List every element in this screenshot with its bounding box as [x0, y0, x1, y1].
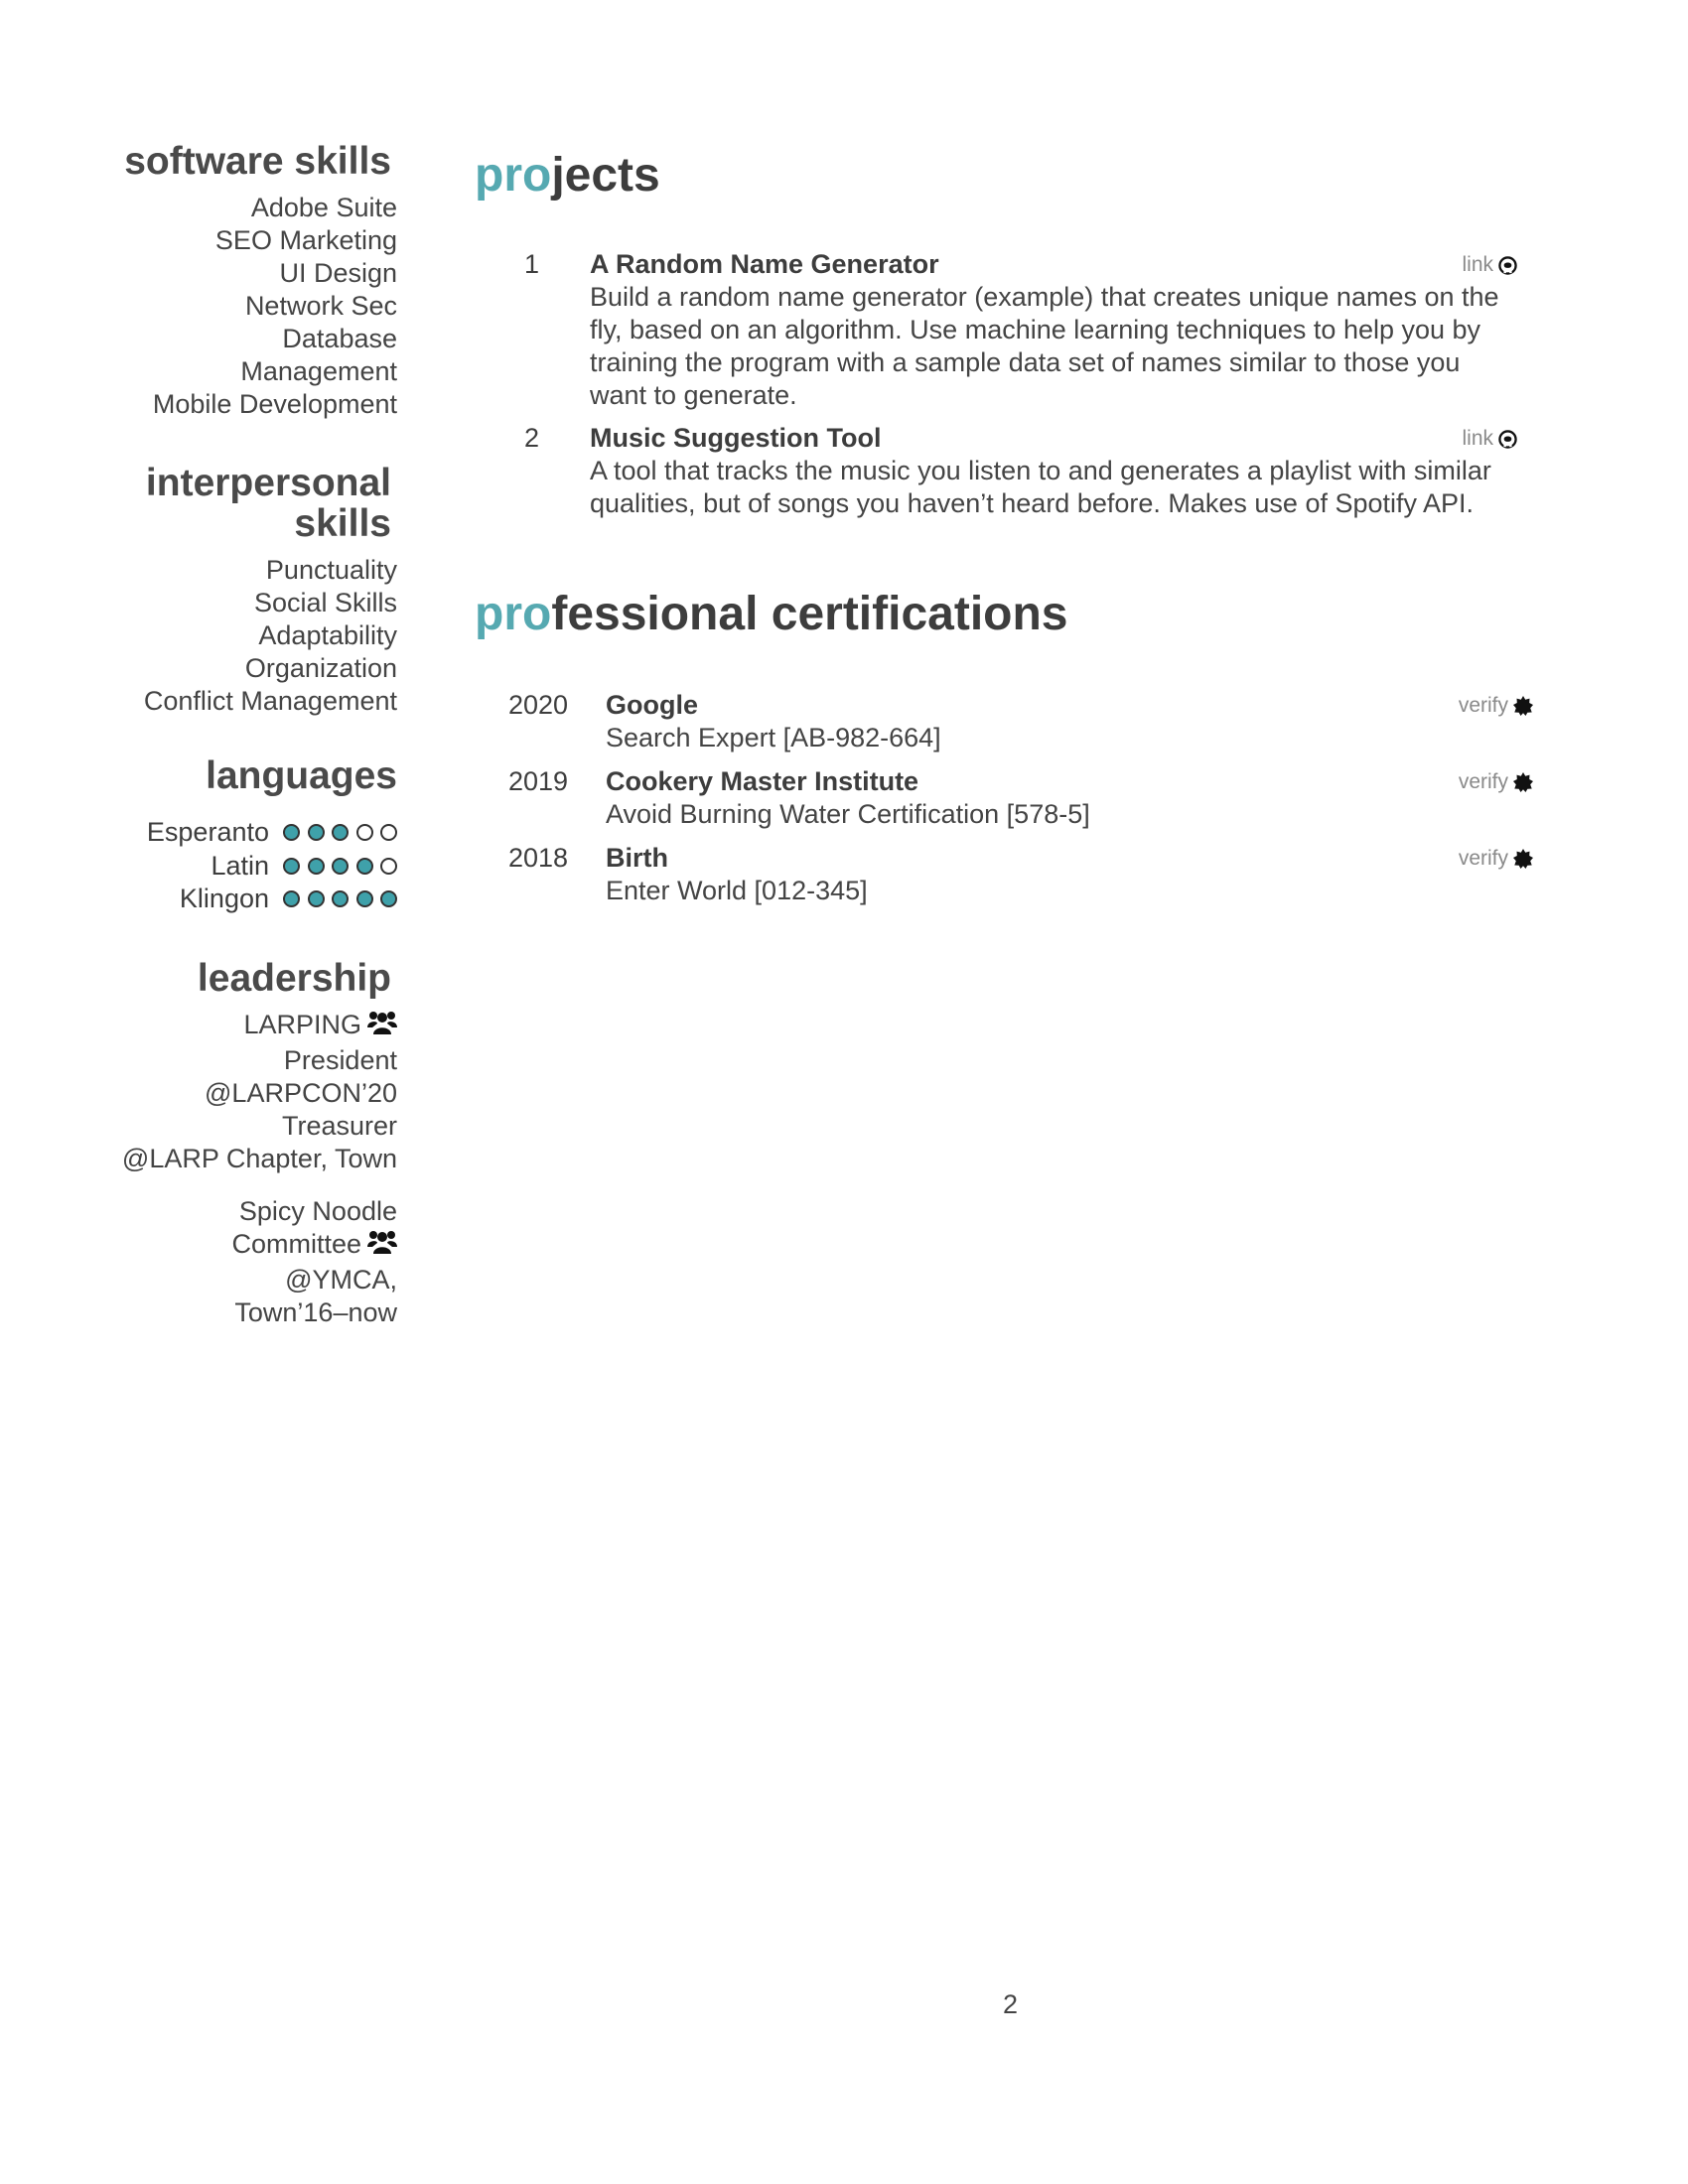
- certification-item: [475, 842, 1517, 907]
- proficiency-dots: [283, 824, 397, 841]
- projects-heading-rest: jects: [551, 149, 660, 202]
- page-number: 2: [1003, 1989, 1019, 2019]
- github-icon: [1498, 256, 1517, 275]
- verify-link[interactable]: [1459, 691, 1533, 721]
- leadership-role-line: [60, 1228, 397, 1264]
- certification-detail: Avoid Burning Water Certification [578-5]: [606, 799, 1090, 829]
- certifications-heading: [475, 588, 1517, 641]
- project-item: [475, 422, 1517, 520]
- interpersonal-skills-heading: [60, 463, 391, 544]
- leadership-line: @LARPCON’20: [205, 1077, 397, 1108]
- software-skill-item: Management: [240, 356, 397, 386]
- github-icon: [1498, 430, 1517, 449]
- proficiency-dot-filled: [283, 824, 300, 841]
- language-name: Latin: [211, 850, 269, 881]
- certification-detail: Enter World [012-345]: [606, 876, 868, 905]
- interpersonal-skills-list: [60, 554, 397, 718]
- verify-link[interactable]: [1459, 844, 1533, 874]
- interpersonal-skill-item: Conflict Management: [143, 686, 397, 716]
- projects-heading-accent: pro: [475, 149, 552, 202]
- project-desc-line: training the program with a sample data set of names similar to those you: [590, 347, 1461, 377]
- certification-year: 2019: [508, 766, 569, 796]
- sidebar: [60, 141, 397, 1329]
- project-desc-line: A tool that tracks the music you listen to and generates a playlist with similar: [590, 456, 1491, 485]
- certifications-list: [475, 689, 1517, 907]
- software-skill-item: Network Sec: [244, 291, 397, 321]
- verify-label: verify: [1458, 847, 1508, 870]
- leadership-line: President: [283, 1044, 397, 1075]
- verified-seal-icon: [1513, 696, 1533, 716]
- leadership-line: @YMCA,: [285, 1264, 397, 1295]
- software-skills-list: [60, 192, 397, 421]
- software-skill-item: Adobe Suite: [250, 193, 397, 222]
- certifications-heading-accent: pro: [475, 588, 552, 640]
- software-skill-item: UI Design: [279, 258, 397, 288]
- leadership-line: Town’16–now: [234, 1297, 397, 1327]
- leadership-entry: [60, 1009, 397, 1175]
- software-skill-item: Mobile Development: [152, 389, 397, 419]
- interpersonal-heading-line1: interpersonal: [145, 462, 391, 504]
- software-skills-heading: software skills: [124, 140, 391, 183]
- project-title: Music Suggestion Tool: [590, 423, 882, 453]
- software-skill-item: Database: [282, 324, 397, 353]
- proficiency-dots: [283, 890, 397, 907]
- project-number: 2: [524, 423, 540, 453]
- certification-year: 2020: [508, 690, 569, 720]
- project-link-label: link: [1462, 253, 1493, 276]
- verify-label: verify: [1458, 694, 1508, 717]
- certification-item: [475, 689, 1517, 754]
- software-skill-item: SEO Marketing: [214, 225, 397, 255]
- project-desc-line: want to generate.: [590, 380, 797, 410]
- certification-item: [475, 765, 1517, 831]
- proficiency-dot-filled: [380, 890, 397, 907]
- proficiency-dot-filled: [332, 824, 349, 841]
- certification-year: 2018: [508, 843, 569, 873]
- verified-seal-icon: [1513, 849, 1533, 869]
- languages-list: [60, 816, 397, 916]
- interpersonal-skill-item: Social Skills: [253, 588, 397, 617]
- proficiency-dot-filled: [356, 890, 373, 907]
- project-description: [590, 281, 1517, 412]
- project-item: [475, 248, 1517, 412]
- project-description: [590, 455, 1517, 520]
- proficiency-dot-filled: [308, 824, 325, 841]
- project-number: 1: [524, 249, 540, 279]
- language-row: [60, 850, 397, 884]
- leadership-entry: [60, 1195, 397, 1329]
- proficiency-dot-empty: [380, 824, 397, 841]
- project-desc-line: fly, based on an algorithm. Use machine learning techniques to help you by: [590, 315, 1481, 344]
- project-title: A Random Name Generator: [590, 249, 939, 279]
- proficiency-dots: [283, 858, 397, 875]
- project-desc-line: Build a random name generator (example) that creates unique names on the: [590, 282, 1499, 312]
- proficiency-dot-filled: [283, 890, 300, 907]
- leadership-line: @LARP Chapter, Town: [121, 1143, 397, 1173]
- project-link[interactable]: [1462, 424, 1517, 454]
- proficiency-dot-filled: [332, 890, 349, 907]
- proficiency-dot-filled: [356, 858, 373, 875]
- proficiency-dot-filled: [308, 858, 325, 875]
- projects-heading: [475, 149, 1517, 203]
- certifications-heading-rest: fessional certifications: [551, 588, 1068, 640]
- language-name: Klingon: [179, 884, 269, 913]
- leadership-role-line: [60, 1009, 397, 1044]
- leadership-role: LARPING: [243, 1009, 361, 1039]
- language-row: [60, 883, 397, 916]
- proficiency-dot-filled: [308, 890, 325, 907]
- language-name: Esperanto: [146, 817, 269, 847]
- verified-seal-icon: [1513, 772, 1533, 792]
- proficiency-dot-empty: [380, 858, 397, 875]
- group-icon: [367, 1011, 397, 1044]
- project-link-label: link: [1462, 427, 1493, 450]
- interpersonal-skill-item: Adaptability: [258, 620, 397, 650]
- project-link[interactable]: [1462, 250, 1517, 280]
- interpersonal-skill-item: Punctuality: [265, 555, 397, 585]
- main-content: [475, 149, 1517, 907]
- project-desc-line: qualities, but of songs you haven’t heard before. Makes use of Spotify API.: [590, 488, 1475, 518]
- proficiency-dot-empty: [356, 824, 373, 841]
- certification-org: Google: [606, 690, 698, 720]
- group-icon: [367, 1230, 397, 1264]
- interpersonal-heading-line2: skills: [294, 502, 391, 545]
- verify-link[interactable]: [1459, 767, 1533, 797]
- verify-label: verify: [1458, 770, 1508, 793]
- proficiency-dot-filled: [332, 858, 349, 875]
- leadership-role: Committee: [231, 1228, 361, 1259]
- certification-org: Cookery Master Institute: [606, 766, 919, 796]
- languages-heading: languages: [206, 754, 397, 797]
- leadership-line: Treasurer: [281, 1110, 397, 1141]
- certification-detail: Search Expert [AB-982-664]: [606, 723, 941, 752]
- leadership-heading: leadership: [197, 956, 391, 1000]
- certification-org: Birth: [606, 843, 668, 873]
- leadership-line: Spicy Noodle: [238, 1195, 397, 1226]
- projects-list: [475, 248, 1517, 520]
- proficiency-dot-filled: [283, 858, 300, 875]
- interpersonal-skill-item: Organization: [244, 653, 397, 683]
- language-row: [60, 816, 397, 850]
